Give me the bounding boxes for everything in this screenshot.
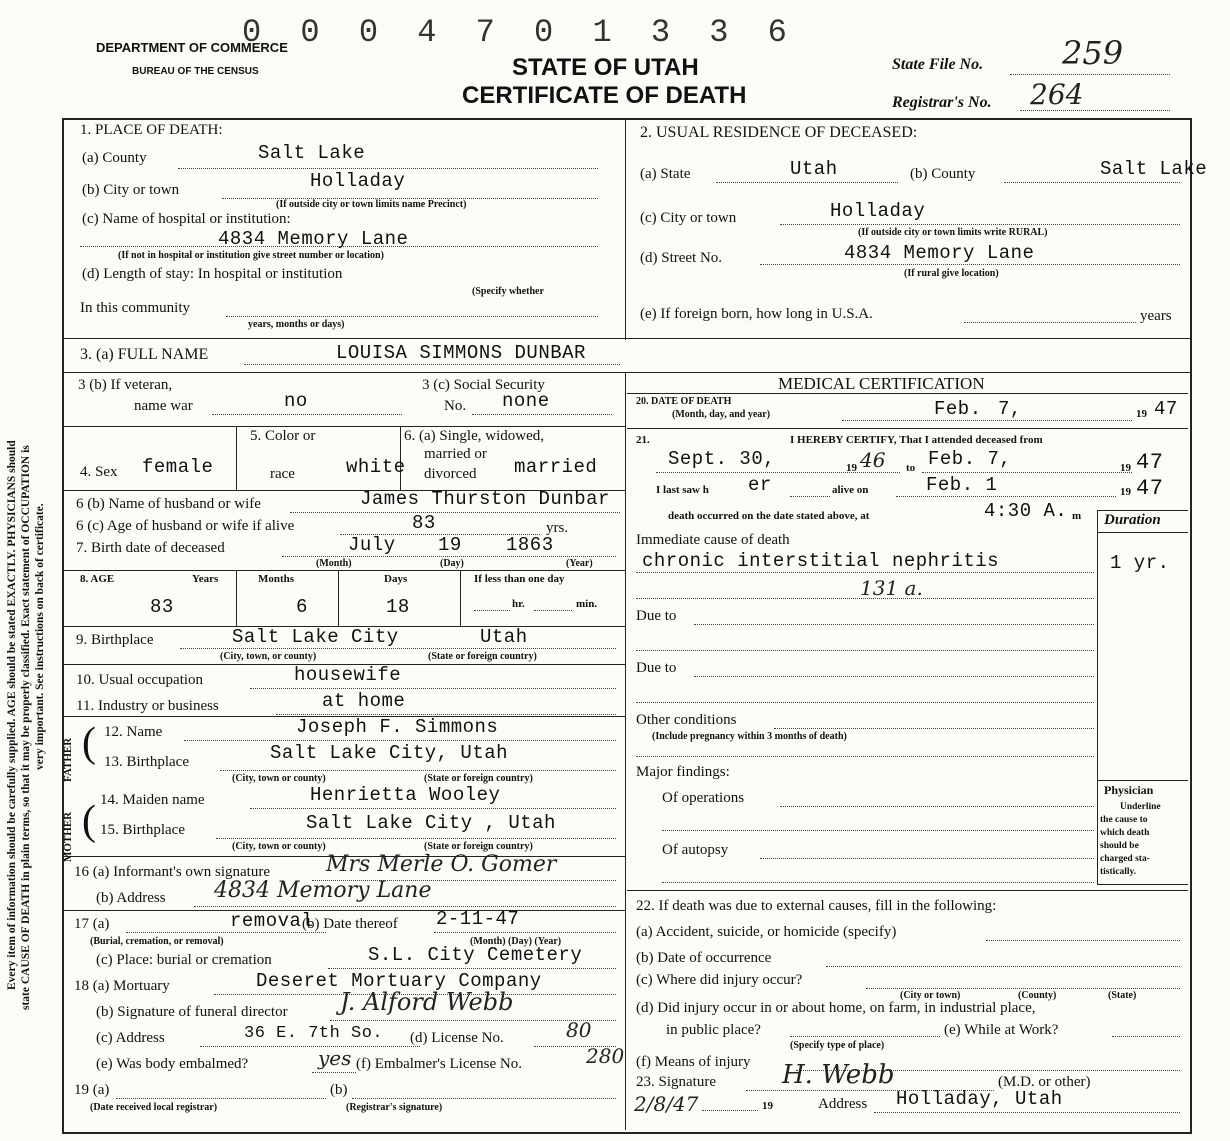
mother-bp-note-1: (City, town or county) <box>232 841 326 852</box>
date-of-death-label: 20. DATE OF DEATH <box>636 396 732 407</box>
signature-date: 2/8/47 <box>634 1092 699 1116</box>
res-state-value: Utah <box>790 158 838 180</box>
embalmed-label: (e) Was body embalmed? <box>96 1056 249 1072</box>
veteran-label-2: name war <box>134 398 193 414</box>
mortuary-address-label: (c) Address <box>96 1030 165 1046</box>
external-c-note-3: (State) <box>1108 990 1137 1001</box>
father-name-value: Joseph F. Simmons <box>296 716 499 738</box>
less-than-day-label: If less than one day <box>474 573 565 585</box>
birth-year: 1863 <box>506 534 554 556</box>
certify-text: I HEREBY CERTIFY, That I attended deceased from <box>790 434 1043 446</box>
license-value: 80 <box>566 1018 592 1042</box>
burial-place-value: S.L. City Cemetery <box>368 944 583 966</box>
mortuary-label: 18 (a) Mortuary <box>74 978 170 994</box>
burial-date-label: (b) Date thereof <box>302 916 398 932</box>
death-month: Feb. <box>934 398 982 420</box>
birth-month: July <box>348 534 396 556</box>
physician-note-5: charged sta- <box>1100 854 1150 864</box>
hospital-label: (c) Name of hospital or institution: <box>82 211 291 227</box>
external-b-label: (b) Date of occurrence <box>636 950 772 966</box>
mother-birthplace-value: Salt Lake City , Utah <box>306 812 556 834</box>
mortuary-address-value: 36 E. 7th So. <box>244 1024 384 1043</box>
birth-date-label: 7. Birth date of deceased <box>76 540 225 556</box>
res-county-value: Salt Lake <box>1100 158 1208 180</box>
date-of-death-label-2: (Month, day, and year) <box>672 409 771 420</box>
death-city-value: Holladay <box>310 170 406 192</box>
alive-on-label: alive on <box>832 484 869 496</box>
attend-from-year-prefix: 19 <box>846 462 857 474</box>
birthplace-note-1: (City, town, or county) <box>220 651 317 662</box>
veteran-label: 3 (b) If veteran, <box>78 377 173 393</box>
external-f-label: (f) Means of injury <box>636 1054 751 1070</box>
race-value: white <box>346 456 406 478</box>
age-years-label: Years <box>192 573 219 585</box>
age-months: 6 <box>296 596 308 618</box>
last-saw-year-prefix: 19 <box>1120 486 1131 498</box>
attend-to-label: to <box>906 462 916 474</box>
length-of-stay-label: (d) Length of stay: In hospital or institution <box>82 266 343 282</box>
death-year: 47 <box>1154 398 1178 420</box>
last-saw-date: Feb. 1 <box>926 474 998 496</box>
physician-note-4: should be <box>1100 841 1139 851</box>
certificate-serial: 0 0 0 4 7 0 1 3 3 6 <box>242 14 797 51</box>
hr-label: hr. <box>512 598 525 610</box>
registrar-note-right: (Registrar's signature) <box>346 1102 443 1113</box>
external-d-note: (Specify type of place) <box>790 1040 885 1051</box>
spouse-value: James Thurston Dunbar <box>360 488 610 510</box>
birth-day-note: (Day) <box>440 558 464 569</box>
death-year-prefix: 19 <box>1136 408 1147 420</box>
informant-address-label: (b) Address <box>96 890 166 906</box>
certify-number: 21. <box>636 434 650 446</box>
mortuary-value: Deseret Mortuary Company <box>256 970 542 992</box>
funeral-director-label: (b) Signature of funeral director <box>96 1004 288 1020</box>
hospital-note: (If not in hospital or institution give street number or location) <box>118 250 384 261</box>
res-county-label: (b) County <box>910 166 976 182</box>
operations-label: Of operations <box>662 790 745 806</box>
physician-address-value: Holladay, Utah <box>896 1088 1063 1110</box>
external-a-label: (a) Accident, suicide, or homicide (specify) <box>636 924 897 940</box>
physician-note-3: which death <box>1100 828 1150 838</box>
occupation-label: 10. Usual occupation <box>76 672 204 688</box>
father-name-label: 12. Name <box>104 724 163 740</box>
age-days-label: Days <box>384 573 408 585</box>
mother-bp-note-2: (State or foreign country) <box>424 841 533 852</box>
res-city-label: (c) City or town <box>640 210 737 226</box>
death-time-suffix: m <box>1072 510 1082 522</box>
external-e-label: (e) While at Work? <box>944 1022 1059 1038</box>
death-county-label: (a) County <box>82 150 147 166</box>
res-city-note: (If outside city or town limits write RURAL) <box>858 227 1048 238</box>
state-file-number: 259 <box>1062 34 1124 72</box>
birth-month-note: (Month) <box>316 558 352 569</box>
industry-label: 11. Industry or business <box>76 698 219 714</box>
spouse-age-suffix: yrs. <box>546 520 569 536</box>
autopsy-label: Of autopsy <box>662 842 729 858</box>
duration-label: Duration <box>1104 512 1161 528</box>
age-months-label: Months <box>258 573 295 585</box>
md-label: (M.D. or other) <box>998 1074 1091 1090</box>
res-street-value: 4834 Memory Lane <box>844 242 1035 264</box>
embalmed-value: yes <box>318 1046 352 1070</box>
industry-value: at home <box>322 690 406 712</box>
embalmer-license-label: (f) Embalmer's License No. <box>356 1056 522 1072</box>
attend-to-year: 47 <box>1136 450 1164 475</box>
sex-label: 4. Sex <box>80 464 118 480</box>
physician-note-2: the cause to <box>1100 815 1148 825</box>
last-saw-year: 47 <box>1136 476 1164 501</box>
informant-signature: Mrs Merle O. Gomer <box>326 852 557 877</box>
registrar-note-left: (Date received local registrar) <box>90 1102 218 1113</box>
attend-from-date: Sept. 30, <box>668 448 776 470</box>
marital-value: married <box>514 456 598 478</box>
external-d-label: (d) Did injury occur in or about home, on farm, in industrial place, <box>636 1000 1036 1016</box>
birth-day: 19 <box>438 534 462 556</box>
full-name-value: LOUISA SIMMONS DUNBAR <box>336 342 586 364</box>
informant-signature-label: 16 (a) Informant's own signature <box>74 864 270 880</box>
marital-label: 6. (a) Single, widowed, <box>404 428 544 444</box>
physician-address-label: Address <box>818 1096 868 1112</box>
father-birthplace-value: Salt Lake City, Utah <box>270 742 509 764</box>
residence-heading: 2. USUAL RESIDENCE OF DECEASED: <box>640 124 918 141</box>
external-d-label-2: in public place? <box>666 1022 761 1038</box>
mother-name-value: Henrietta Wooley <box>310 784 501 806</box>
marital-label-3: divorced <box>424 466 477 482</box>
certificate-title: CERTIFICATE OF DEATH <box>462 82 747 109</box>
res-street-note: (If rural give location) <box>904 268 999 279</box>
marital-label-2: married or <box>424 446 487 462</box>
registrar-date-label: 19 (a) <box>74 1082 110 1098</box>
registrar-number: 264 <box>1030 78 1084 111</box>
due-to-1-label: Due to <box>636 608 677 624</box>
foreign-born-years: years <box>1140 308 1172 324</box>
father-tag: FATHER <box>62 737 74 782</box>
ss-label: 3 (c) Social Security <box>422 377 545 393</box>
physician-title: Physician <box>1104 783 1154 797</box>
community-label: In this community <box>80 300 190 316</box>
external-heading: 22. If death was due to external causes, fill in the following: <box>636 898 997 914</box>
sex-value: female <box>142 456 214 478</box>
medical-heading: MEDICAL CERTIFICATION <box>778 374 985 393</box>
birth-year-note: (Year) <box>566 558 593 569</box>
embalmer-license-value: 280 <box>586 1044 625 1068</box>
mother-birthplace-label: 15. Birthplace <box>100 822 185 838</box>
birthplace-note-2: (State or foreign country) <box>428 651 537 662</box>
mother-tag: MOTHER <box>62 811 74 862</box>
physician-note-6: tistically. <box>1100 867 1137 877</box>
last-saw-label: I last saw h <box>656 484 709 496</box>
burial-value: removal <box>230 910 314 932</box>
burial-note-right: (Month) (Day) (Year) <box>470 936 562 947</box>
father-bp-note-2: (State or foreign country) <box>424 773 533 784</box>
birthplace-city: Salt Lake City <box>232 626 399 648</box>
informant-address: 4834 Memory Lane <box>214 878 432 903</box>
death-day: 7, <box>998 398 1022 420</box>
place-of-death-heading: 1. PLACE OF DEATH: <box>80 122 223 138</box>
mother-name-label: 14. Maiden name <box>100 792 205 808</box>
other-conditions-label: Other conditions <box>636 712 737 728</box>
community-note: years, months or days) <box>248 319 345 330</box>
res-street-label: (d) Street No. <box>640 250 723 266</box>
age-years: 83 <box>150 596 174 618</box>
birthplace-label: 9. Birthplace <box>76 632 154 648</box>
attend-from-year: 46 <box>860 448 886 472</box>
father-birthplace-label: 13. Birthplace <box>104 754 189 770</box>
immediate-cause-label: Immediate cause of death <box>636 532 790 548</box>
res-city-value: Holladay <box>830 200 926 222</box>
father-bp-note-1: (City, town or county) <box>232 773 326 784</box>
registrar-label: Registrar's No. <box>892 94 992 111</box>
department-label: DEPARTMENT OF COMMERCE <box>96 40 288 55</box>
father-bracket: ( <box>82 720 96 766</box>
external-c-note-2: (County) <box>1018 990 1057 1001</box>
burial-label: 17 (a) <box>74 916 110 932</box>
license-label: (d) License No. <box>410 1030 504 1046</box>
death-occurred-label: death occurred on the date stated above, at <box>668 510 870 522</box>
cause-code: 131 a. <box>860 576 923 600</box>
burial-date-value: 2-11-47 <box>436 908 520 930</box>
spouse-label: 6 (b) Name of husband or wife <box>76 496 261 512</box>
state-title: STATE OF UTAH <box>512 54 699 81</box>
state-file-label: State File No. <box>892 56 984 73</box>
registrar-signature-label: (b) <box>330 1082 348 1098</box>
mother-bracket: ( <box>82 798 96 844</box>
bureau-label: BUREAU OF THE CENSUS <box>132 66 259 77</box>
side-instructions: Every item of information should be carefully supplied. AGE should be stated EXACTLY. PHYSICIANS should state CAUSE OF DEATH in plain terms, so that it may be properly classified. Exact statement of OCCUPATION is very important. See instructions on back of certificate. <box>6 440 46 1010</box>
occupation-value: housewife <box>294 664 402 686</box>
attend-to-date: Feb. 7, <box>928 448 1012 470</box>
ss-value: none <box>502 390 550 412</box>
birthplace-state: Utah <box>480 626 528 648</box>
specify-whether-note: (Specify whether <box>472 286 544 297</box>
external-c-label: (c) Where did injury occur? <box>636 972 803 988</box>
last-saw-pronoun: er <box>748 474 772 496</box>
ss-label-2: No. <box>444 398 467 414</box>
spouse-age-value: 83 <box>412 512 436 534</box>
hospital-value: 4834 Memory Lane <box>218 228 409 250</box>
race-label: race <box>270 466 295 482</box>
burial-note-left: (Burial, cremation, or removal) <box>90 936 224 947</box>
color-label: 5. Color or <box>250 428 316 444</box>
foreign-born-label: (e) If foreign born, how long in U.S.A. <box>640 306 873 322</box>
death-time: 4:30 A. <box>984 500 1068 522</box>
min-label: min. <box>576 598 598 610</box>
physician-note-1: Underline <box>1120 802 1161 812</box>
veteran-value: no <box>284 390 308 412</box>
res-state-label: (a) State <box>640 166 691 182</box>
cause-duration: 1 yr. <box>1110 552 1170 574</box>
funeral-director-signature: J. Alford Webb <box>340 988 514 1016</box>
age-label: 8. AGE <box>80 573 115 585</box>
major-findings-label: Major findings: <box>636 764 730 780</box>
immediate-cause-value: chronic interstitial nephritis <box>642 550 1000 572</box>
due-to-2-label: Due to <box>636 660 677 676</box>
death-city-label: (b) City or town <box>82 182 180 198</box>
other-conditions-note: (Include pregnancy within 3 months of death) <box>652 731 847 742</box>
spouse-age-label: 6 (c) Age of husband or wife if alive <box>76 518 295 534</box>
physician-signature-label: 23. Signature <box>636 1074 716 1090</box>
age-days: 18 <box>386 596 410 618</box>
signature-date-prefix: 19 <box>762 1100 773 1112</box>
attend-to-year-prefix: 19 <box>1120 462 1131 474</box>
death-city-note: (If outside city or town limits name Precinct) <box>276 199 467 210</box>
burial-place-label: (c) Place: burial or cremation <box>96 952 272 968</box>
physician-signature: H. Webb <box>782 1060 895 1090</box>
death-county-value: Salt Lake <box>258 142 366 164</box>
external-c-note-1: (City or town) <box>900 990 961 1001</box>
full-name-label: 3. (a) FULL NAME <box>80 346 209 363</box>
